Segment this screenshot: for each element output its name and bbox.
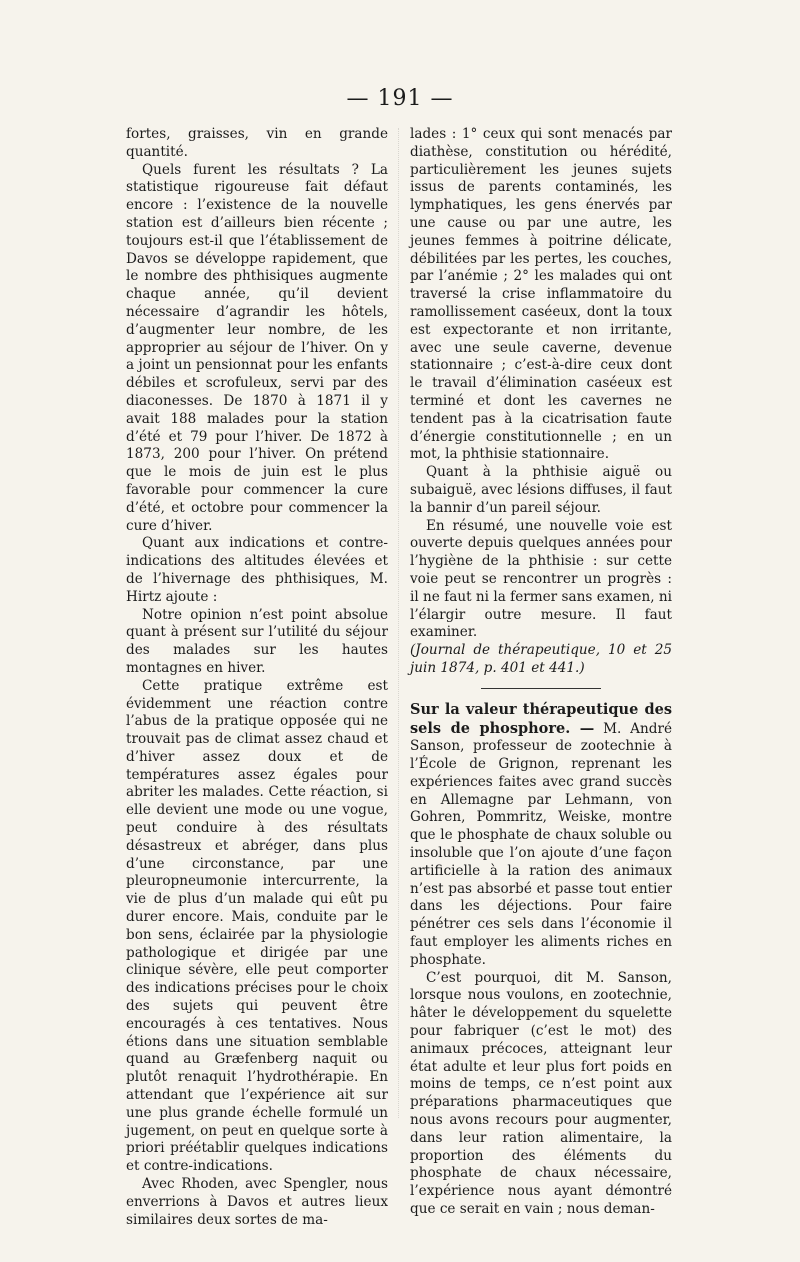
paragraph: Notre opinion n’est point absolue quant à présent sur l’utilité du séjour des malades sur les hautes montagnes en hiver. bbox=[126, 606, 388, 676]
column-gutter bbox=[398, 128, 399, 1118]
page-number: — 191 — bbox=[346, 86, 454, 111]
paragraph: fortes, graisses, vin en grande quantité. bbox=[126, 126, 388, 160]
article-lead-text: M. André Sanson, professeur de zootechnie à l’École de Grignon, reprenant les expériences faites avec grand succès en Allemagne par Lehmann, von Gohren, Pommritz, Weiske, montre que le phosphate de chaux soluble ou insoluble que l’on ajoute d’une façon artificielle à la ration des animaux n’est pas absorbé et passe tout entier dans les déjections. Pour faire pénétrer ces sels dans l’économie il faut employer les aliments riches en phosphate. bbox=[410, 720, 672, 968]
right-column bbox=[410, 126, 672, 1219]
section-rule bbox=[481, 688, 601, 689]
article-heading: Sur la valeur thérapeutique des sels de phosphore. — bbox=[410, 700, 672, 737]
paragraph: Quant aux indications et contre-indications des altitudes élevées et de l’hivernage des phthisiques, M. Hirtz ajoute : bbox=[126, 535, 388, 605]
paragraph: lades : 1° ceux qui sont menacés par diathèse, constitution ou hérédité, particulièrement les jeunes sujets issus de parents contaminés, les lymphatiques, les gens énervés par une cause ou par une autre, les jeunes femmes à poitrine délicate, débilitées par les pertes, les couches, par l’anémie ; 2° les malades qui ont traversé la crise inflammatoire du ramollissement caséeux, dont la toux est expectorante et non irritante, avec une seule caverne, devenue stationnaire ; c’est-à-dire ceux dont le travail d’élimination caséeux est terminé et dont les cavernes ne tendent pas à la cicatrisation faute d’énergie constitutionnelle ; en un mot, la phthisie stationnaire. bbox=[410, 126, 672, 463]
paragraph: Quant à la phthisie aiguë ou subaiguë, avec lésions diffuses, il faut la bannir d’un pareil séjour. bbox=[410, 464, 672, 516]
paragraph: Quels furent les résultats ? La statistique rigoureuse fait défaut encore : l’existence de la nouvelle station est d’ailleurs bien récente ; toujours est-il que l’établissement de Davos se développe rapidement, que le nombre des phthisiques augmente chaque année, qu’il devient nécessaire d’agrandir les hôtels, d’augmenter leur nombre, de les approprier au séjour de l’hiver. On y a joint un pensionnat pour les enfants débiles et scrofuleux, servi par des diaconesses. De 1870 à 1871 il y avait 188 malades pour la station d’été et 79 pour l’hiver. De 1872 à 1873, 200 pour l’hiver. On prétend que le mois de juin est le plus favorable pour commencer la cure d’été, et octobre pour commencer la cure d’hiver. bbox=[126, 161, 388, 534]
left-column bbox=[126, 126, 388, 1229]
paragraph: Cette pratique extrême est évidemment une réaction contre l’abus de la pratique opposée qui ne trouvait pas de climat assez chaud et d’hiver assez doux et de températures assez égales pour abriter les malades. Cette réaction, si elle devient une mode ou une vogue, peut conduire à des résultats désastreux et abréger, dans plus d’une circonstance, par une pleuropneumonie intercurrente, la vie de plus d’un malade qui eût pu durer encore. Mais, conduite par le bon sens, éclairée par la physiologie pathologique et dirigée par une clinique sévère, elle peut comporter des indications précises pour le choix des sujets qui peuvent être encouragés à ces tentatives. Nous étions dans une situation semblable quand au Græfenberg naquit ou plutôt renaquit l’hydrothérapie. En attendant que l’expérience ait sur une plus grande échelle formulé un jugement, on peut en quelque sorte à priori préétablir quelques indications et contre-indications. bbox=[126, 677, 388, 1175]
paragraph: En résumé, une nouvelle voie est ouverte depuis quelques années pour l’hygiène de la phthisie : sur cette voie peut se rencontrer un progrès : il ne faut ni la fermer sans examen, ni l’élargir outre mesure. Il faut examiner. bbox=[410, 517, 672, 641]
citation: (Journal de thérapeutique, 10 et 25 juin 1874, p. 401 et 441.) bbox=[410, 642, 672, 676]
paragraph: Avec Rhoden, avec Spengler, nous enverrions à Davos et autres lieux similaires deux sortes de ma- bbox=[126, 1176, 388, 1228]
article-intro bbox=[410, 701, 672, 970]
paragraph: C’est pourquoi, dit M. Sanson, lorsque nous voulons, en zootechnie, hâter le développement du squelette pour fabriquer (c’est le mot) des animaux précoces, atteignant leur état adulte et leur plus fort poids en moins de temps, ce n’est point aux préparations pharmaceutiques que nous avons recours pour augmenter, dans leur ration alimentaire, la proportion des éléments du phosphate de chaux nécessaire, l’expérience nous ayant démontré que ce serait en vain ; nous deman- bbox=[410, 969, 672, 1218]
